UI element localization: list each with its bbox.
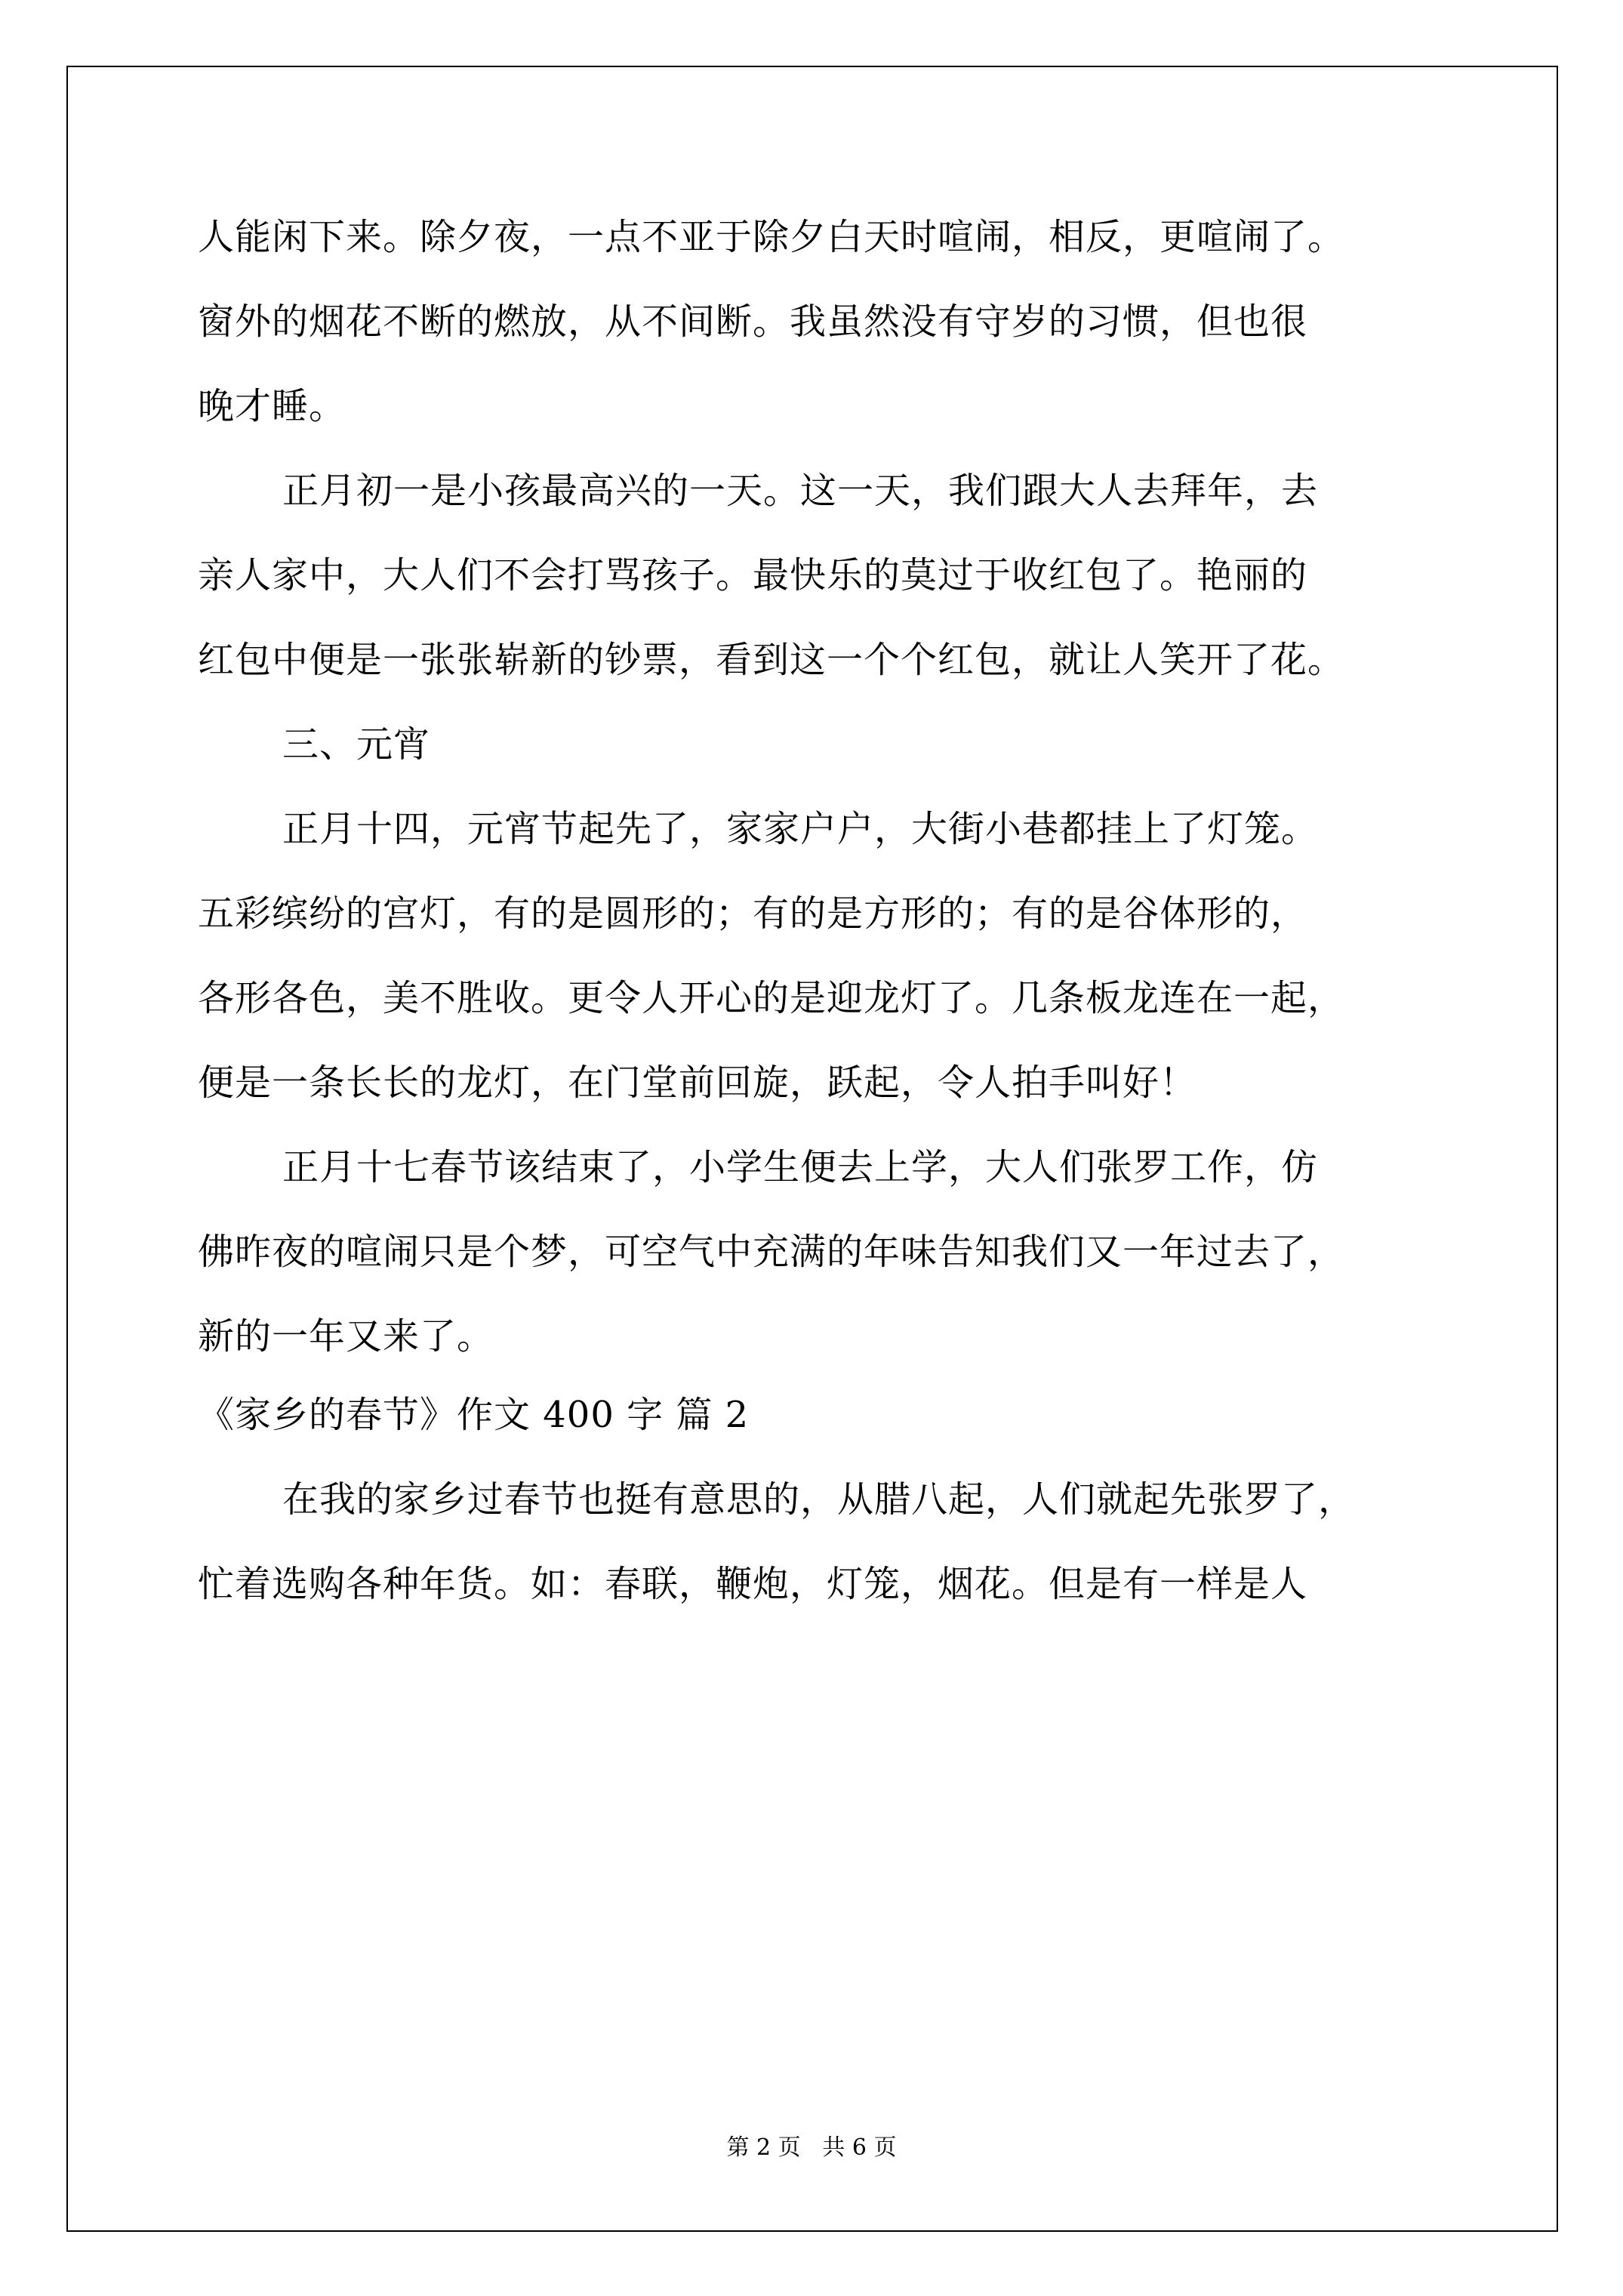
page-total: 共 6 页 [822,2134,897,2161]
document-body [198,195,1451,1626]
body-line: 窗外的烟花不断的燃放，从不间断。我虽然没有守岁的习惯，但也很 [198,300,1308,343]
page-number: 第 2 页 [726,2134,801,2161]
body-line: 人能闲下来。除夕夜，一点不亚于除夕白天时喧闹，相反，更喧闹了。 [198,216,1345,258]
body-line: 晚才睡。 [198,385,346,427]
paragraph-first-line: 正月十七春节该结束了，小学生便去上学，大人们张罗工作，仿 [282,1146,1319,1188]
body-line: 五彩缤纷的宫灯，有的是圆形的；有的是方形的；有的是谷体形的， [198,892,1308,935]
section-heading: 三、元宵 [282,723,431,766]
body-line: 佛昨夜的喧闹只是个梦，可空气中充满的年味告知我们又一年过去了， [198,1231,1345,1273]
body-line: 红包中便是一张张崭新的钞票，看到这一个个红包，就让人笑开了花。 [198,639,1345,681]
body-line: 忙着选购各种年货。如：春联，鞭炮，灯笼，烟花。但是有一样是人 [198,1563,1308,1605]
page-footer [0,2134,1623,2162]
paragraph-first-line: 在我的家乡过春节也挺有意思的，从腊八起，人们就起先张罗了， [282,1478,1356,1521]
body-line: 新的一年又来了。 [198,1315,494,1358]
article-title: 《家乡的春节》作文 400 字 篇 2 [198,1394,750,1436]
body-line: 亲人家中，大人们不会打骂孩子。最快乐的莫过于收红包了。艳丽的 [198,554,1308,596]
paragraph-first-line: 正月十四，元宵节起先了，家家户户，大街小巷都挂上了灯笼。 [282,808,1319,850]
paragraph-first-line: 正月初一是小孩最高兴的一天。这一天，我们跟大人去拜年，去 [282,470,1319,512]
body-line: 各形各色，美不胜收。更令人开心的是迎龙灯了。几条板龙连在一起， [198,977,1345,1019]
body-line: 便是一条长长的龙灯，在门堂前回旋，跃起，令人拍手叫好！ [198,1062,1197,1104]
